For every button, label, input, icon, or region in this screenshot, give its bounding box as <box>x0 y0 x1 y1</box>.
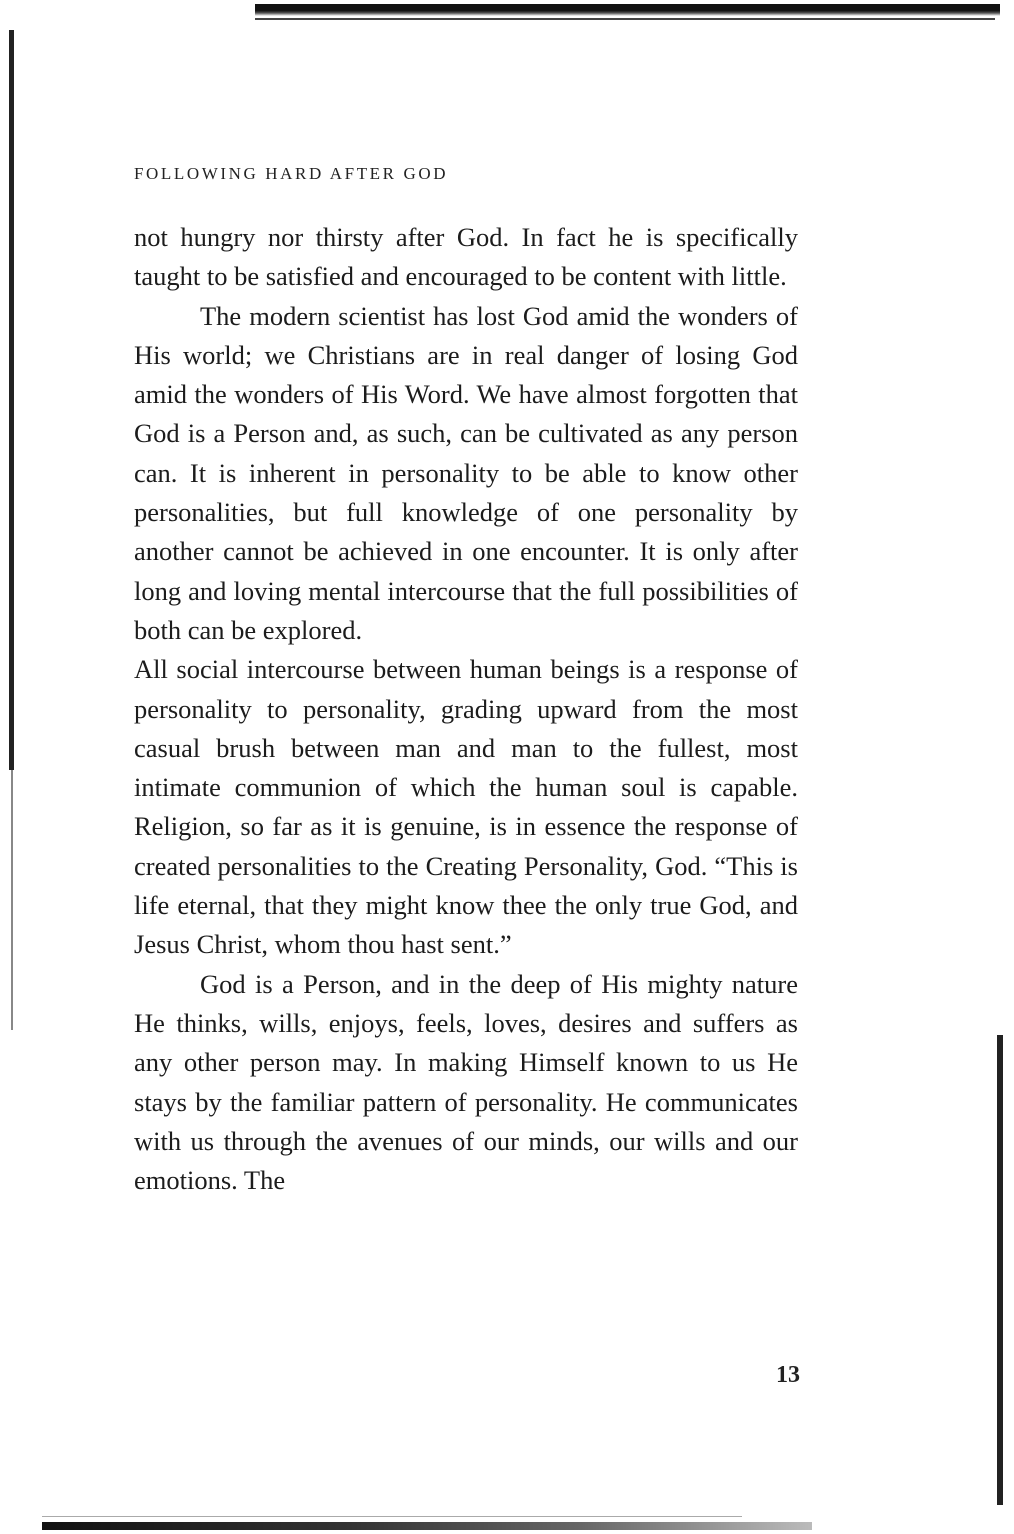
running-head: FOLLOWING HARD AFTER GOD <box>134 164 449 183</box>
scan-edge-top-thin <box>255 18 995 20</box>
paragraph-3: All social intercourse between human beings is a response of personality to personality, grading upward from the most casual brush between man and man to the fullest, most intimate communion of which the human soul is capable. Religion, so far as it is genuine, is in essence the response of created personalities to the Creating Personality, God. “This is life eternal, that they might know thee the only true God, and Jesus Christ, whom thou hast sent.” <box>134 654 798 960</box>
scan-edge-left-faint <box>11 770 13 1030</box>
scan-edge-bottom <box>42 1522 812 1530</box>
page-number: 13 <box>776 1362 800 1388</box>
paragraph-1: not hungry nor thirsty after God. In fact he is specifically taught to be satisfied and encouraged to be content with little. <box>134 222 798 292</box>
scan-edge-top <box>255 4 1000 16</box>
paragraph-4: God is a Person, and in the deep of His mighty nature He thinks, wills, enjoys, feels, loves, desires and suffers as any other person may. In making Himself known to us He stays by the familiar pattern of personality. He communicates with us through the avenues of our minds, our wills and our emotions. The <box>134 968 798 1196</box>
scan-edge-right <box>997 1035 1003 1505</box>
scan-edge-bottom-thin <box>42 1516 742 1517</box>
body-text <box>134 218 798 1200</box>
scan-edge-left <box>9 30 14 770</box>
paragraph-2: The modern scientist has lost God amid the wonders of His world; we Christians are in real danger of losing God amid the wonders of His Word. We have almost forgotten that God is a Person and, as such, can be cultivated as any person can. It is inherent in personality to be able to know other personalities, but full knowledge of one personality by another cannot be achieved in one encounter. It is only after long and loving mental intercourse that the full possibilities of both can be explored. <box>134 300 798 645</box>
